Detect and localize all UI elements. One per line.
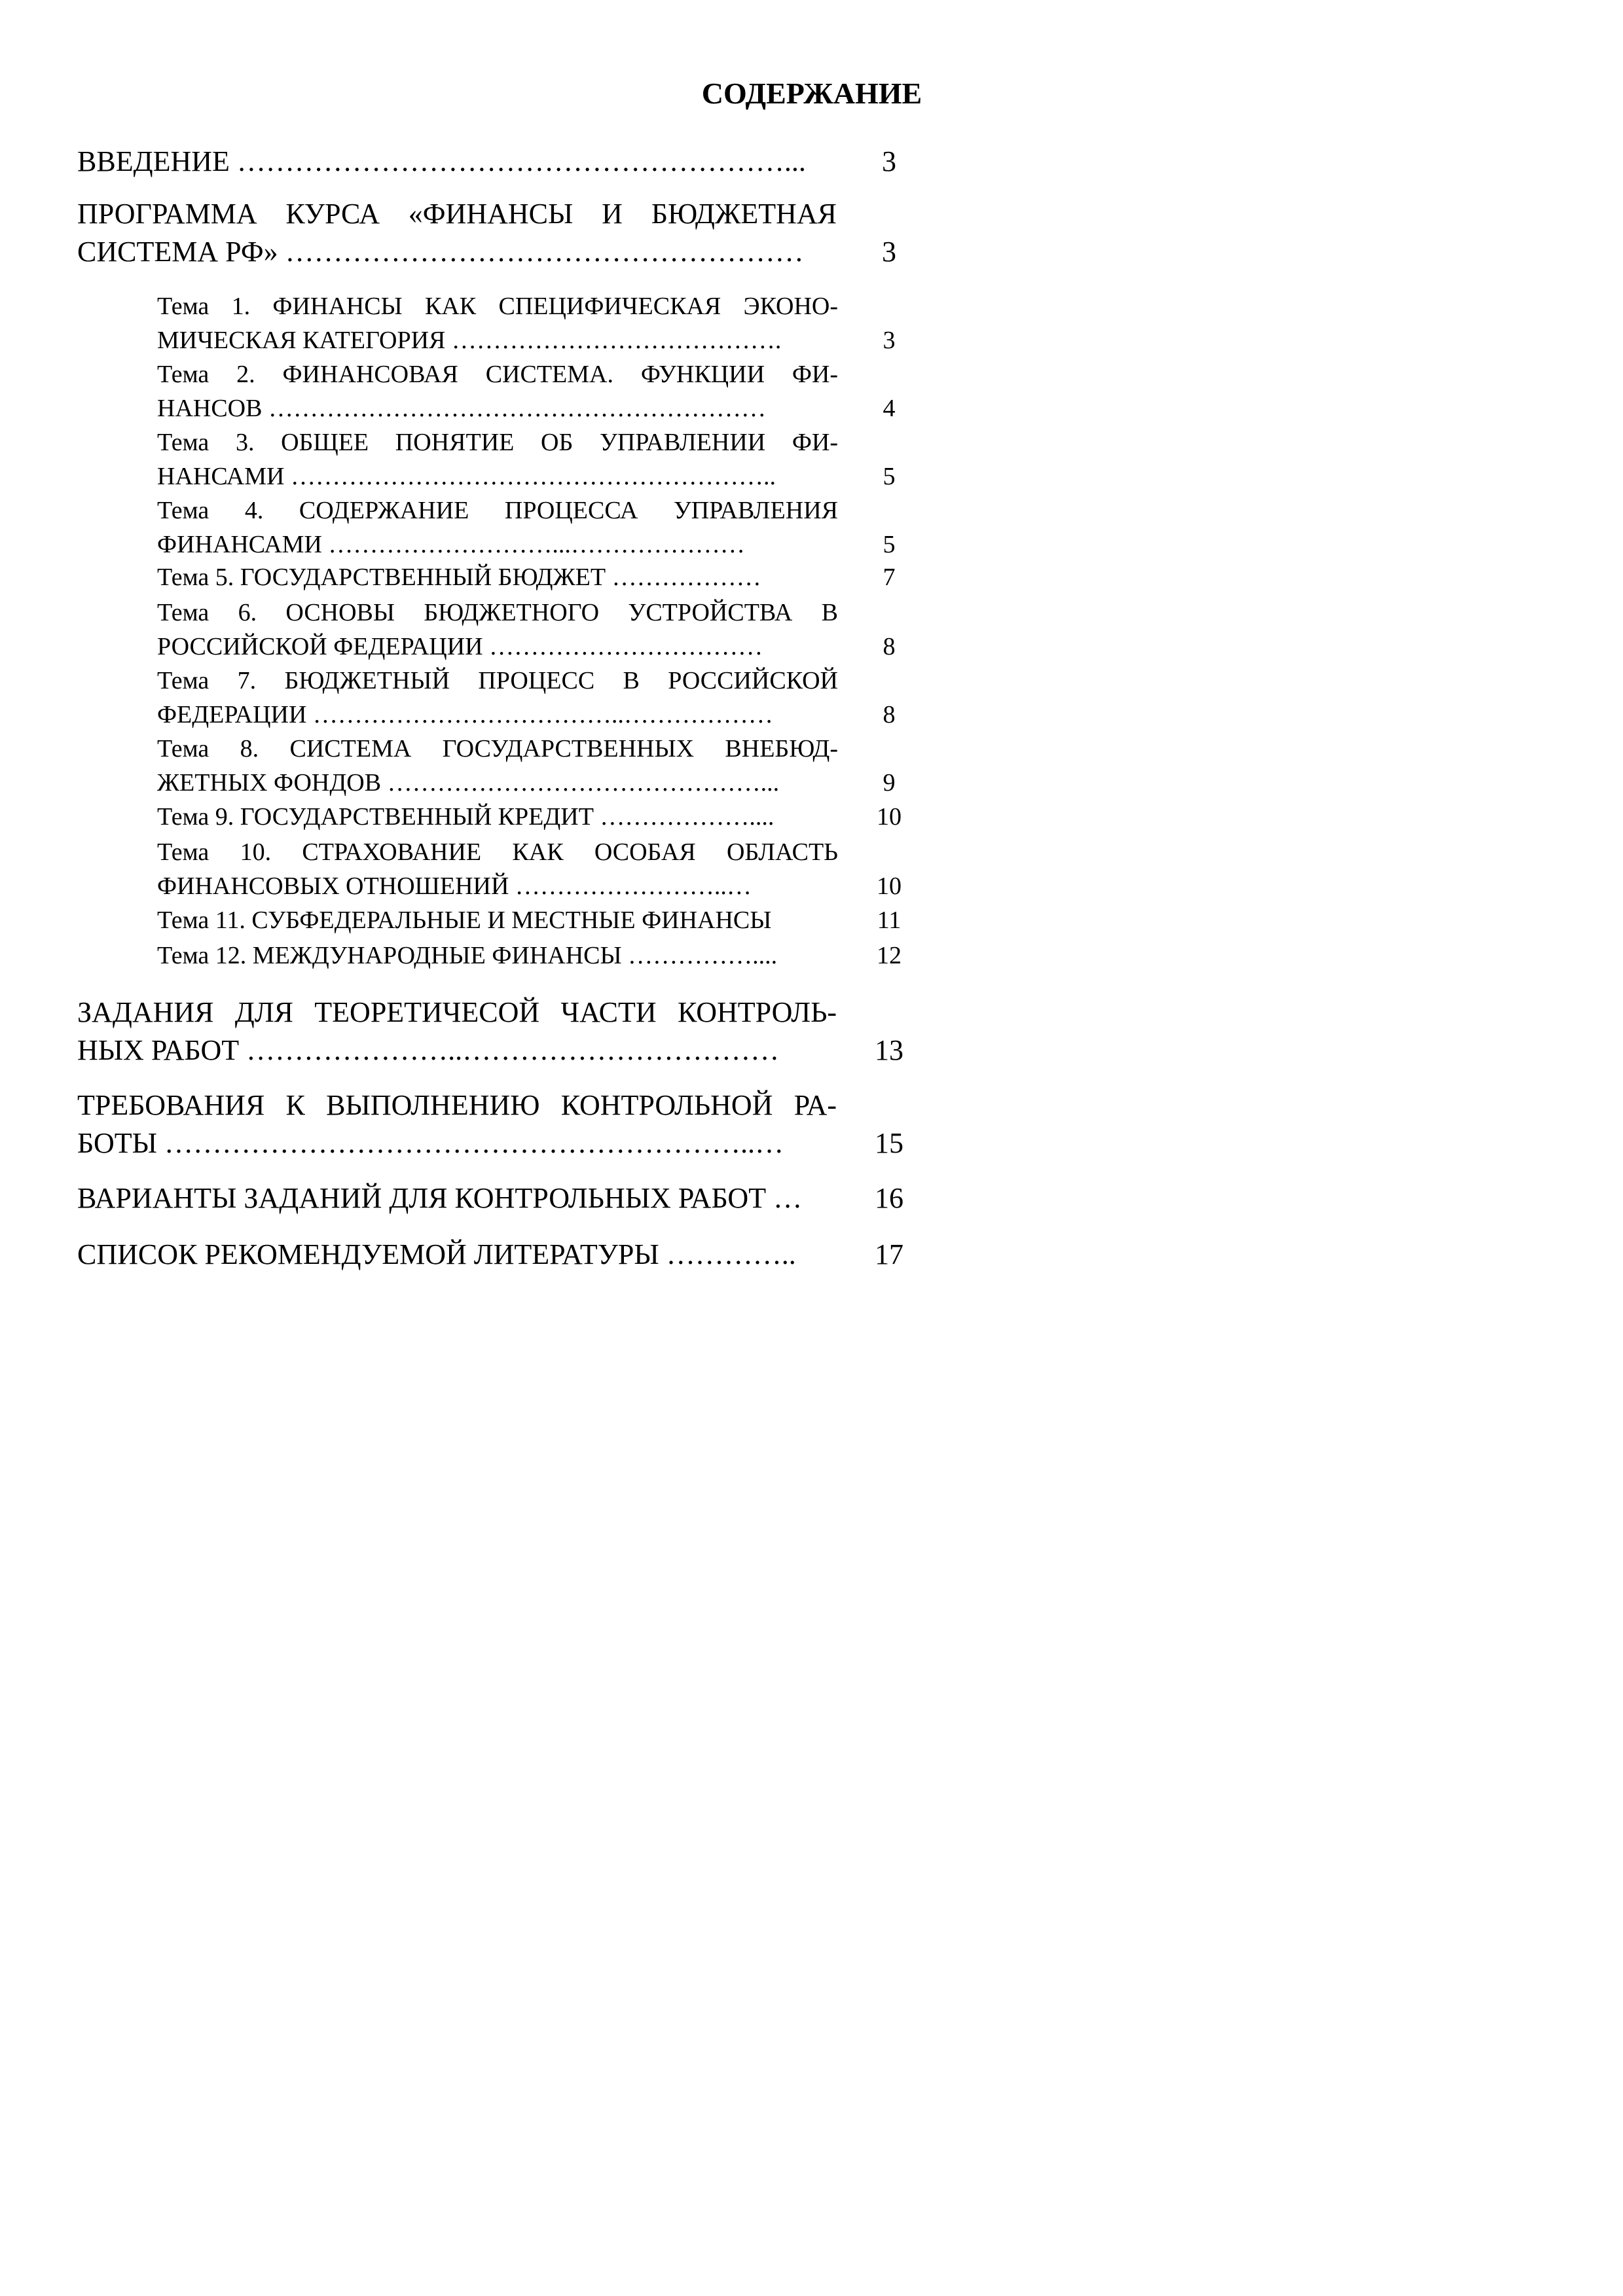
toc-entry-line: СПИСОК РЕКОМЕНДУЕМОЙ ЛИТЕРАТУРЫ ………….. [77, 1238, 796, 1270]
toc-entry-line: ФИНАНСАМИ ………………………...………………… [157, 531, 745, 558]
page-title: СОДЕРЖАНИЕ [701, 77, 922, 110]
toc-topic-entry [157, 732, 896, 800]
toc-topic-entry [157, 493, 896, 562]
toc-entry-line: Тема 1. ФИНАНСЫ КАК СПЕЦИФИЧЕСКАЯ ЭКОНО- [157, 293, 838, 320]
toc-entry-line: Тема 10. СТРАХОВАНИЕ КАК ОСОБАЯ ОБЛАСТЬ [157, 838, 838, 866]
toc-entry-title [157, 560, 838, 594]
toc-page-number: 3 [883, 327, 896, 354]
toc-entry-title [157, 903, 838, 937]
toc-topic-entry [157, 664, 896, 732]
toc-topic-entry [157, 357, 896, 425]
toc-topic-entry [157, 939, 902, 973]
toc-page-number: 13 [875, 1034, 903, 1066]
toc-entry-line: ФЕДЕРАЦИИ ………………………………..……………… [157, 701, 773, 728]
toc-entry-line: НАНСОВ …………………………………………………… [157, 395, 766, 422]
toc-page-number: 10 [877, 803, 902, 831]
toc-entry-line: СИСТЕМА РФ» ……………………………………………… [77, 236, 804, 268]
toc-page-number: 17 [875, 1238, 903, 1270]
toc-entry-title [157, 425, 838, 493]
toc-entry-title [157, 664, 838, 732]
toc-topic-entry [157, 800, 902, 834]
toc-page-number: 3 [882, 145, 896, 177]
toc-entry-title [77, 1179, 837, 1217]
toc-entry-line: Тема 4. СОДЕРЖАНИЕ ПРОЦЕССА УПРАВЛЕНИЯ [157, 497, 838, 524]
toc-entry-title [77, 195, 837, 271]
toc-entry-line: Тема 2. ФИНАНСОВАЯ СИСТЕМА. ФУНКЦИИ ФИ- [157, 361, 838, 388]
toc-entry-title [77, 1236, 837, 1274]
toc-entry-title [157, 835, 838, 903]
toc-entry-line: Тема 8. СИСТЕМА ГОСУДАРСТВЕННЫХ ВНЕБЮД- [157, 735, 838, 762]
toc-entry-line: Тема 6. ОСНОВЫ БЮДЖЕТНОГО УСТРОЙСТВА В [157, 599, 838, 626]
toc-page-number: 12 [877, 942, 902, 969]
toc-entry-line: Тема 9. ГОСУДАРСТВЕННЫЙ КРЕДИТ ……………….... [157, 803, 775, 831]
toc-entry-line: ТРЕБОВАНИЯ К ВЫПОЛНЕНИЮ КОНТРОЛЬНОЙ РА- [77, 1089, 837, 1121]
toc-entry-line: Тема 7. БЮДЖЕТНЫЙ ПРОЦЕСС В РОССИЙСКОЙ [157, 667, 838, 694]
toc-entry-line: ЖЕТНЫХ ФОНДОВ ………………………………………... [157, 769, 780, 797]
toc-page-number: 5 [883, 531, 896, 558]
toc-page-number: 8 [883, 633, 896, 660]
toc-topic-entry [157, 289, 896, 357]
toc-topic-entry [157, 903, 902, 937]
toc-entry-title [157, 357, 838, 425]
toc-entry-line: БОТЫ ……………………………………………………..… [77, 1127, 784, 1159]
toc-entry-title [157, 939, 838, 973]
toc-entry-title [157, 732, 838, 800]
toc-entry-title [157, 596, 838, 664]
toc-page-number: 4 [883, 395, 896, 422]
toc-entry-title [77, 143, 837, 181]
toc-entry-line: Тема 11. СУБФЕДЕРАЛЬНЫЕ И МЕСТНЫЕ ФИНАНСЫ [157, 906, 772, 934]
toc-entry-line: ВВЕДЕНИЕ …………………………………………………... [77, 145, 806, 177]
toc-entry-line: ВАРИАНТЫ ЗАДАНИЙ ДЛЯ КОНТРОЛЬНЫХ РАБОТ … [77, 1182, 803, 1214]
toc-page-number: 7 [883, 564, 896, 591]
toc-page-number: 16 [875, 1182, 903, 1214]
toc-section-entry [77, 195, 896, 271]
toc-section-entry [77, 1236, 903, 1274]
toc-section-entry [77, 994, 903, 1069]
toc-entry-line: Тема 3. ОБЩЕЕ ПОНЯТИЕ ОБ УПРАВЛЕНИИ ФИ- [157, 429, 838, 456]
toc-page-number: 8 [883, 701, 896, 728]
toc-page-number: 10 [877, 872, 902, 900]
toc-page-number: 5 [883, 463, 896, 490]
toc-entry-title [157, 493, 838, 562]
toc-entry-line: ФИНАНСОВЫХ ОТНОШЕНИЙ ……………………..… [157, 872, 752, 900]
toc-page-number: 15 [875, 1127, 903, 1159]
toc-entry-line: Тема 5. ГОСУДАРСТВЕННЫЙ БЮДЖЕТ ……………… [157, 564, 761, 591]
toc-entry-title [157, 289, 838, 357]
toc-entry-line: РОССИЙСКОЙ ФЕДЕРАЦИИ …………………………… [157, 633, 763, 660]
toc-topic-entry [157, 596, 896, 664]
toc-page-number: 9 [883, 769, 896, 797]
toc-topic-entry [157, 835, 902, 903]
toc-topic-entry [157, 560, 896, 594]
toc-entry-title [157, 800, 838, 834]
toc-entry-line: НАНСАМИ ………………………………………………….. [157, 463, 776, 490]
toc-entry-line: ПРОГРАММА КУРСА «ФИНАНСЫ И БЮДЖЕТНАЯ [77, 198, 837, 230]
toc-entry-title [77, 1086, 837, 1162]
toc-entry-line: ЗАДАНИЯ ДЛЯ ТЕОРЕТИЧЕСОЙ ЧАСТИ КОНТРОЛЬ- [77, 996, 837, 1028]
toc-entry-line: НЫХ РАБОТ …………………..…………………………… [77, 1034, 780, 1066]
toc-section-entry [77, 1086, 903, 1162]
toc-section-entry [77, 1179, 903, 1217]
toc-page-number: 11 [877, 906, 902, 934]
toc-entry-line: МИЧЕСКАЯ КАТЕГОРИЯ …………………………………. [157, 327, 782, 354]
toc-entry-line: Тема 12. МЕЖДУНАРОДНЫЕ ФИНАНСЫ …………….... [157, 942, 778, 969]
toc-entry-title [77, 994, 837, 1069]
toc-section-entry [77, 143, 896, 181]
toc-page-number: 3 [882, 236, 896, 268]
toc-topic-entry [157, 425, 896, 493]
